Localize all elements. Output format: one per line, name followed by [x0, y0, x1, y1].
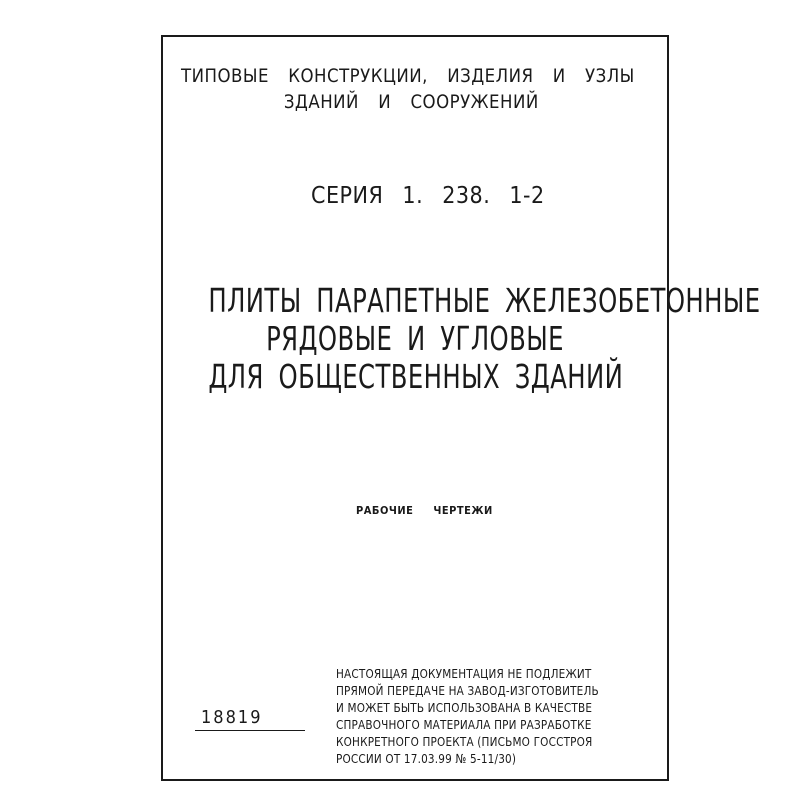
document-title-line-2: РЯДОВЫЕ И УГЛОВЫЕ [266, 319, 564, 358]
document-title-line-3: ДЛЯ ОБЩЕСТВЕННЫХ ЗДАНИЙ [208, 357, 624, 396]
series-header-line-1: ТИПОВЫЕ КОНСТРУКЦИИ, ИЗДЕЛИЯ И УЗЛЫ [181, 65, 635, 87]
usage-notice-line-3: И МОЖЕТ БЫТЬ ИСПОЛЬЗОВАНА В КАЧЕСТВЕ [336, 700, 593, 715]
usage-notice-line-5: КОНКРЕТНОГО ПРОЕКТА (ПИСЬМО ГОССТРОЯ [336, 734, 593, 749]
series-header-line-2: ЗДАНИЙ И СООРУЖЕНИЙ [283, 91, 539, 113]
usage-notice-line-6: РОССИИ ОТ 17.03.99 № 5-11/30) [336, 751, 517, 766]
archive-number-underline [195, 730, 305, 731]
series-header [181, 63, 635, 115]
usage-notice [336, 665, 599, 767]
document-title [208, 281, 761, 396]
usage-notice-line-4: СПРАВОЧНОГО МАТЕРИАЛА ПРИ РАЗРАБОТКЕ [336, 717, 592, 732]
archive-number: 18819 [201, 707, 263, 728]
usage-notice-line-2: ПРЯМОЙ ПЕРЕДАЧЕ НА ЗАВОД-ИЗГОТОВИТЕЛЬ [336, 683, 599, 698]
usage-notice-line-1: НАСТОЯЩАЯ ДОКУМЕНТАЦИЯ НЕ ПОДЛЕЖИТ [336, 666, 592, 681]
document-subtitle: РАБОЧИЕ ЧЕРТЕЖИ [356, 504, 493, 517]
document-title-line-1: ПЛИТЫ ПАРАПЕТНЫЕ ЖЕЛЕЗОБЕТОННЫЕ [208, 281, 761, 320]
title-sheet-frame [161, 35, 761, 781]
series-number: СЕРИЯ 1. 238. 1-2 [311, 183, 545, 209]
